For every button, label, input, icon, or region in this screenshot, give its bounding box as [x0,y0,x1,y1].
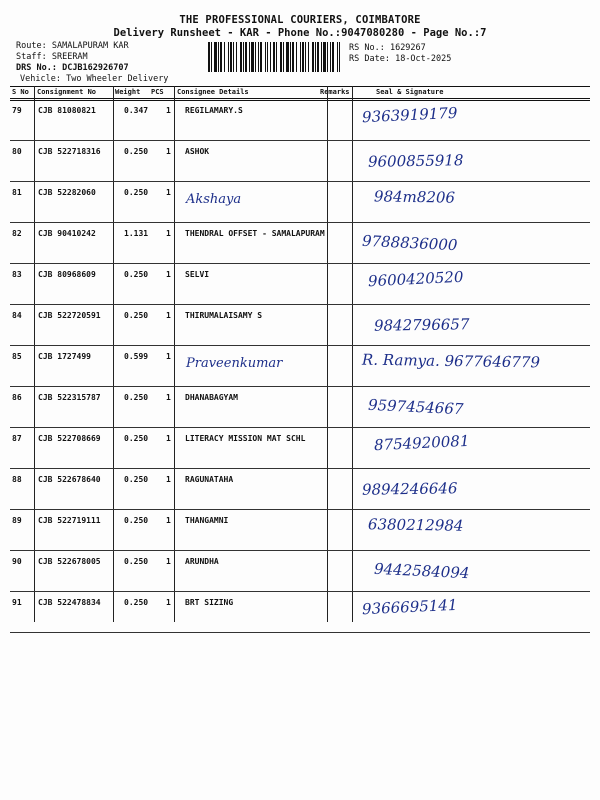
company-name: THE PROFESSIONAL COURIERS, COIMBATORE [179,14,421,26]
row-consignee: ASHOK [185,147,210,156]
rs-no-line [349,43,426,54]
row-consignee: THENDRAL OFFSET - SAMALAPURAM [185,229,325,238]
col-sno: S No [12,88,29,96]
runsheet-title: Delivery Runsheet - KAR - Phone No.:9047080280 - Page No.:7 [113,27,487,39]
col-consignee: Consignee Details [177,88,249,96]
row-weight: 0.250 [124,147,149,156]
table-header-rule [10,98,590,99]
signature-handwriting: 9842796657 [373,315,470,335]
row-consignee: REGILAMARY.S [185,106,243,115]
table-row [10,551,590,592]
row-divider [10,632,590,633]
row-sno: 84 [12,311,22,320]
row-pcs: 1 [166,516,171,525]
row-pcs: 1 [166,147,171,156]
row-pcs: 1 [166,598,171,607]
rs-date-label: RS Date: [349,54,390,64]
row-consignment-no: CJB 1727499 [38,352,91,361]
signature-handwriting: 984m8206 [373,187,456,207]
row-sno: 83 [12,270,22,279]
signature-handwriting: 9600855918 [367,151,464,171]
signature-handwriting: 9366695141 [361,595,458,619]
row-consignment-no: CJB 522478834 [38,598,101,607]
rs-date-line [349,54,451,65]
route-line [16,41,129,52]
vehicle-label: Vehicle: [20,74,61,84]
row-weight: 1.131 [124,229,149,238]
row-consignment-no: CJB 80968609 [38,270,96,279]
row-consignment-no: CJB 522708669 [38,434,101,443]
table-top-rule [10,86,590,87]
table-row [10,223,590,264]
row-consignment-no: CJB 522315787 [38,393,101,402]
vehicle-value: Two Wheeler Delivery [66,74,169,84]
row-consignee: ARUNDHA [185,557,219,566]
row-sno: 87 [12,434,22,443]
staff-value: SREERAM [51,52,88,62]
row-pcs: 1 [166,475,171,484]
row-pcs: 1 [166,229,171,238]
signature-handwriting: 6380212984 [367,515,464,535]
row-pcs: 1 [166,393,171,402]
drs-line [16,63,129,74]
row-consignment-no: CJB 522719111 [38,516,101,525]
row-weight: 0.250 [124,393,149,402]
row-sno: 91 [12,598,22,607]
row-consignee: LITERACY MISSION MAT SCHL [185,434,306,443]
signature-handwriting: 9600420520 [367,267,464,291]
table-row [10,592,590,633]
row-pcs: 1 [166,311,171,320]
row-weight: 0.250 [124,598,149,607]
table-row [10,469,590,510]
row-weight: 0.250 [124,516,149,525]
row-pcs: 1 [166,557,171,566]
col-pcs: PCS [151,88,164,96]
signature-handwriting: 9363919179 [361,103,458,127]
row-consignment-no: CJB 52282060 [38,188,96,197]
table-row [10,510,590,551]
row-sno: 86 [12,393,22,402]
row-consignee: SELVI [185,270,210,279]
table-row [10,100,590,141]
table-row [10,141,590,182]
signature-handwriting: R. Ramya. 9677646779 [361,350,541,372]
row-consignment-no: CJB 522718316 [38,147,101,156]
row-pcs: 1 [166,106,171,115]
drs-label: DRS No.: [16,63,57,73]
row-consignee: THIRUMALAISAMY S [185,311,263,320]
signature-handwriting: 9442584094 [373,559,470,583]
table-row [10,387,590,428]
row-weight: 0.250 [124,434,149,443]
row-weight: 0.347 [124,106,149,115]
row-sno: 81 [12,188,22,197]
signature-handwriting: 9597454667 [367,395,464,419]
row-pcs: 1 [166,434,171,443]
col-remarks: Remarks [320,88,350,96]
row-pcs: 1 [166,270,171,279]
col-consignment: Consignment No [37,88,97,96]
handwritten-name: Akshaya [186,192,242,207]
staff-label: Staff: [16,52,47,62]
rs-no-label: RS No.: [349,43,385,53]
route-label: Route: [16,41,47,51]
row-consignee: DHANABAGYAM [185,393,238,402]
row-weight: 0.250 [124,475,149,484]
handwritten-name: Praveenkumar [186,356,283,371]
row-sno: 82 [12,229,22,238]
route-value: SAMALAPURAM KAR [51,41,129,51]
signature-handwriting: 8754920081 [373,431,470,455]
row-weight: 0.599 [124,352,149,361]
row-consignment-no: CJB 522678640 [38,475,101,484]
rs-date-value: 18-Oct-2025 [395,54,452,64]
row-consignee: THANGAMNI [185,516,229,525]
row-weight: 0.250 [124,557,149,566]
row-consignment-no: CJB 522720591 [38,311,101,320]
row-sno: 85 [12,352,22,361]
col-seal-signature: Seal & Signature [376,88,444,96]
vehicle-line [20,74,168,85]
col-weight: Weight [115,88,141,96]
table-row [10,182,590,223]
signature-handwriting: 9788836000 [361,231,458,255]
row-sno: 88 [12,475,22,484]
table-row [10,346,590,387]
row-consignment-no: CJB 81080821 [38,106,96,115]
row-sno: 89 [12,516,22,525]
staff-line [16,52,88,63]
drs-value: DCJB162926707 [62,63,129,73]
barcode [208,42,342,72]
table-row [10,264,590,305]
row-sno: 79 [12,106,22,115]
row-consignment-no: CJB 90410242 [38,229,96,238]
row-pcs: 1 [166,188,171,197]
row-consignment-no: CJB 522678005 [38,557,101,566]
row-pcs: 1 [166,352,171,361]
row-weight: 0.250 [124,270,149,279]
row-sno: 80 [12,147,22,156]
row-weight: 0.250 [124,311,149,320]
table-row [10,428,590,469]
row-consignee: RAGUNATAHA [185,475,234,484]
row-sno: 90 [12,557,22,566]
row-consignee: BRT SIZING [185,598,234,607]
signature-handwriting: 9894246646 [361,479,458,499]
row-weight: 0.250 [124,188,149,197]
rs-no-value: 1629267 [389,43,426,53]
table-row [10,305,590,346]
